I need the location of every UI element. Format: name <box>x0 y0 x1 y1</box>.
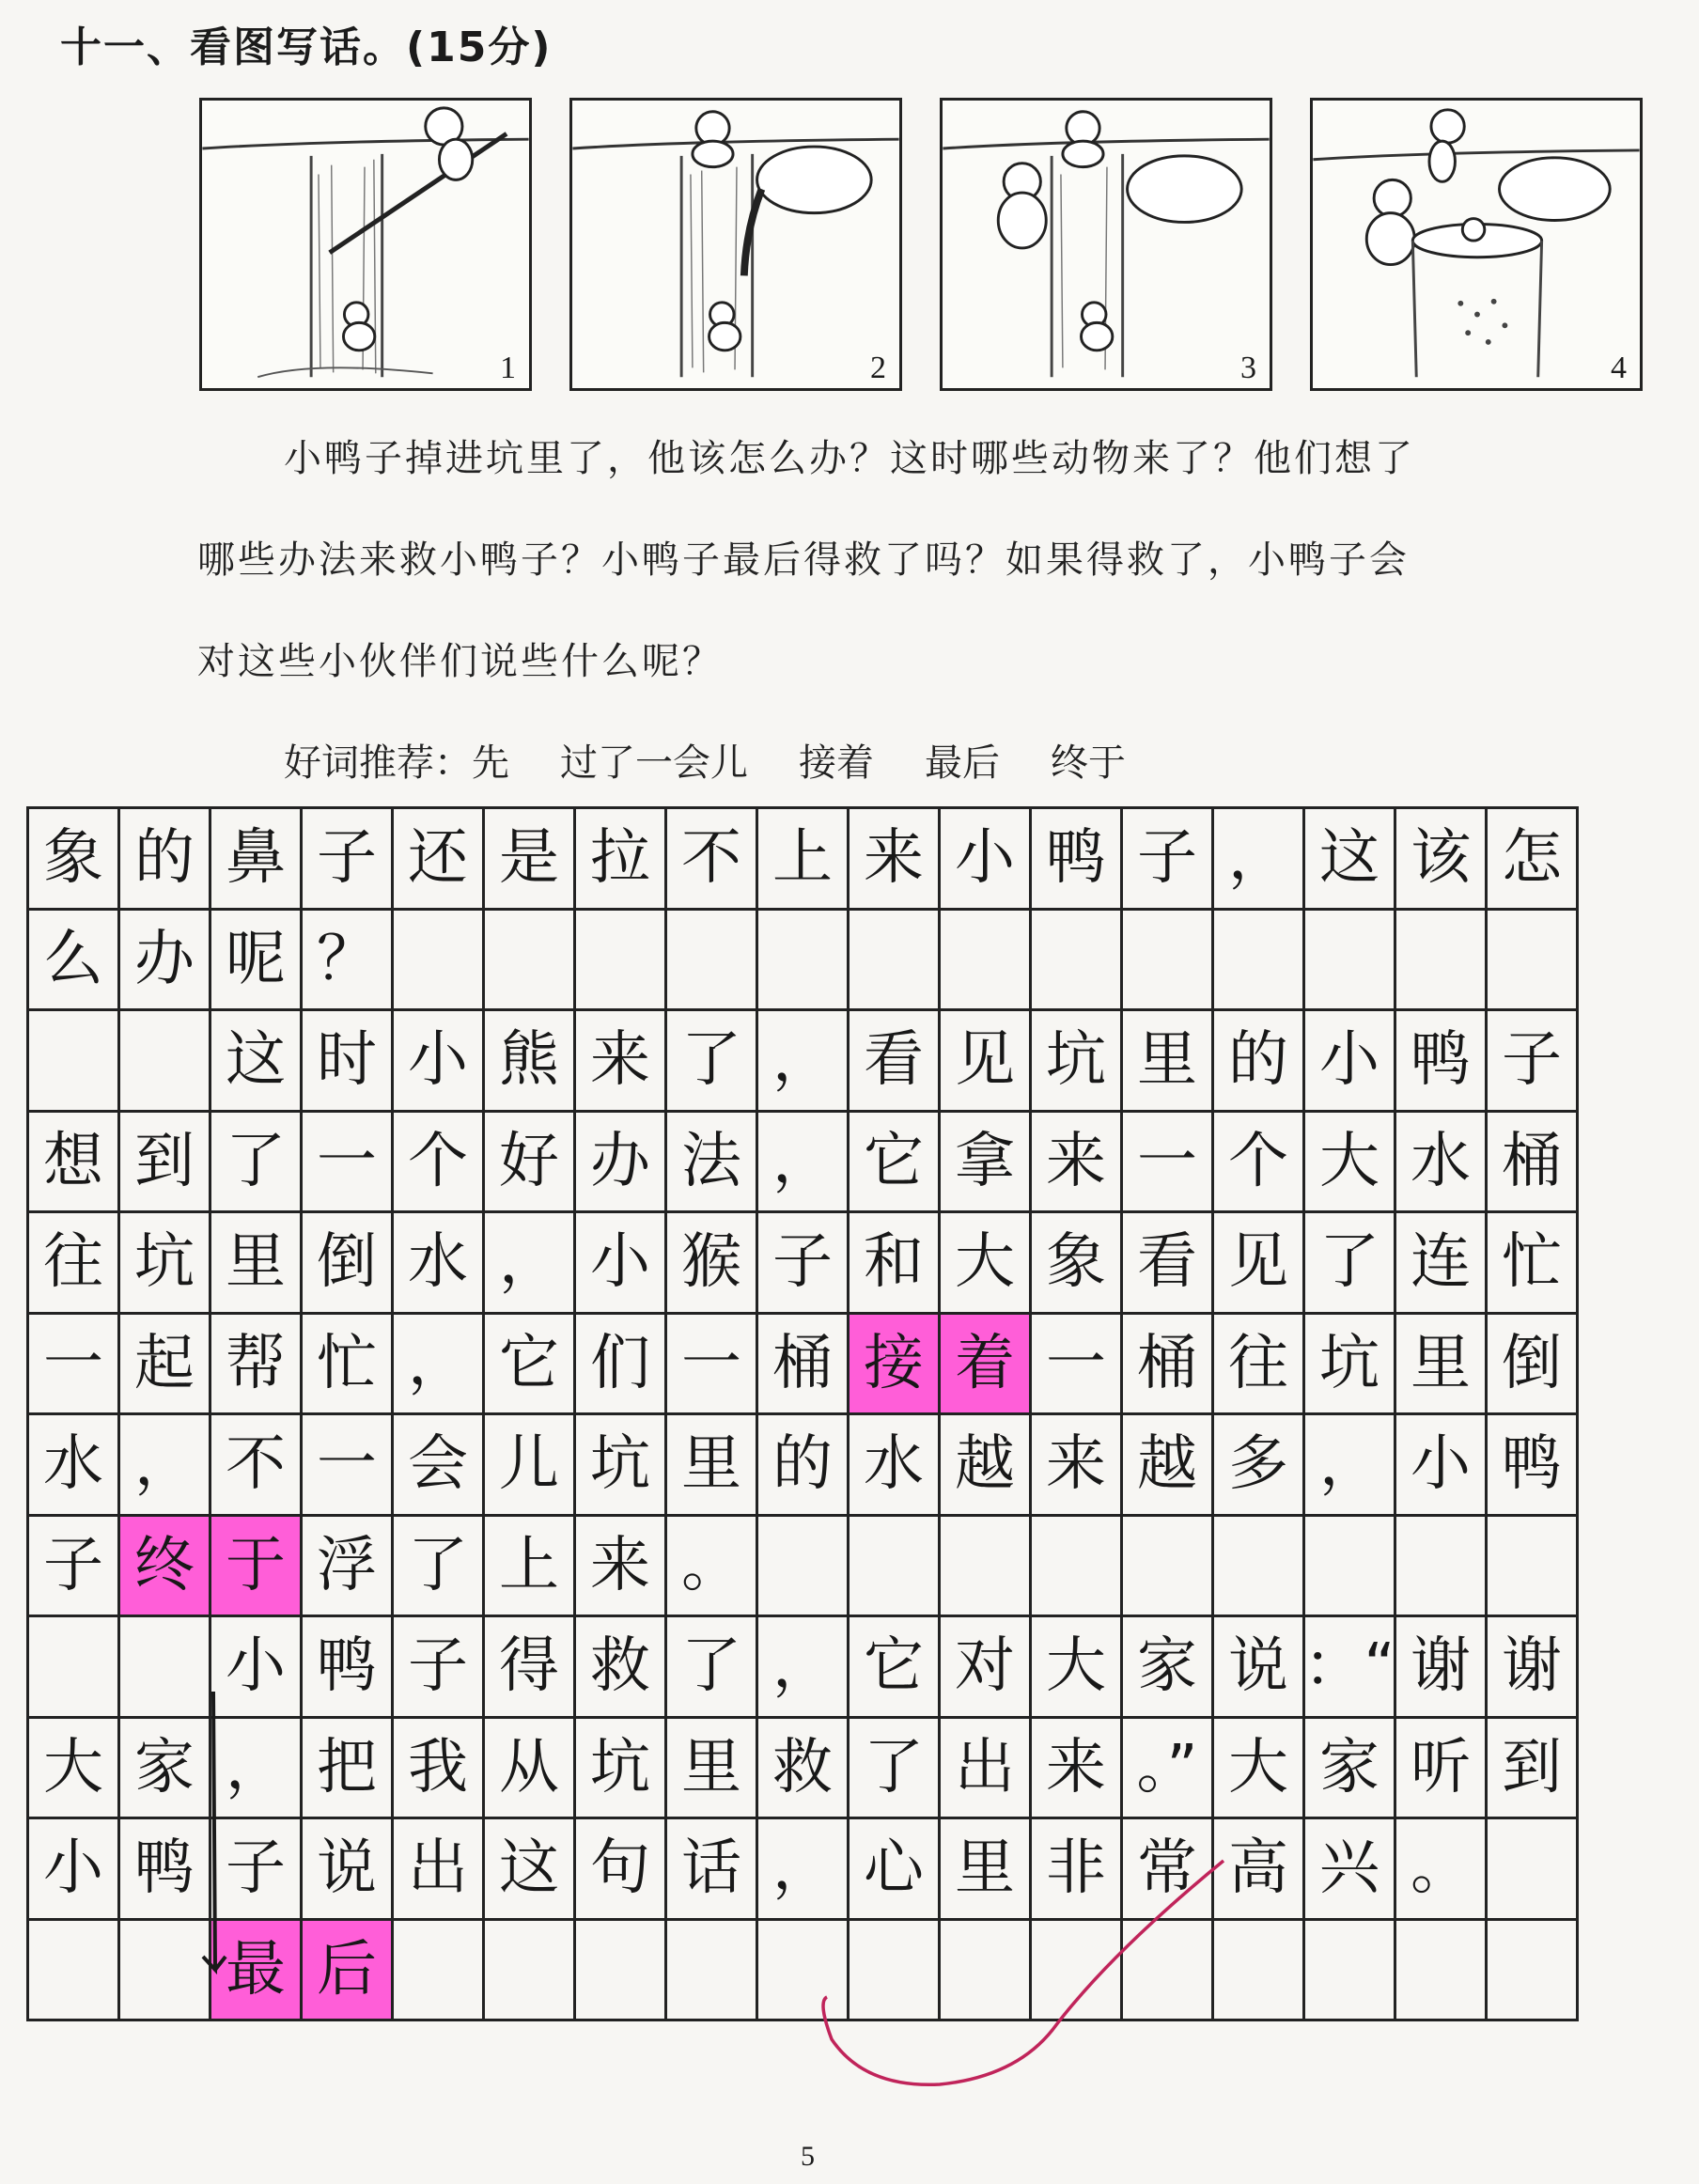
grid-cell: 个 <box>394 1113 485 1214</box>
grid-cell <box>941 911 1032 1012</box>
grid-cell: 救 <box>576 1617 667 1719</box>
panel-number: 4 <box>1611 351 1627 385</box>
grid-cell <box>941 1517 1032 1618</box>
grid-cell: 了 <box>667 1011 758 1113</box>
grid-cell: 非 <box>1032 1819 1123 1921</box>
grid-cell: 来 <box>1032 1719 1123 1820</box>
grid-cell: 子 <box>29 1517 120 1618</box>
grid-cell: 于 <box>211 1517 303 1618</box>
grid-cell: 后 <box>303 1921 394 2022</box>
grid-cell: 这 <box>1305 809 1396 911</box>
grid-cell: 是 <box>485 809 576 911</box>
grid-cell: 还 <box>394 809 485 911</box>
grid-cell: 。 <box>1396 1819 1488 1921</box>
grid-cell: ， <box>758 1617 850 1719</box>
grid-cell: 小 <box>941 809 1032 911</box>
grid-cell: 一 <box>1032 1315 1123 1416</box>
panel-number: 2 <box>870 351 886 385</box>
grid-cell: ：“ <box>1305 1617 1396 1719</box>
grid-cell: 鸭 <box>120 1819 211 1921</box>
monkey-stick-illustration <box>202 101 529 388</box>
grid-cell <box>1488 1517 1579 1618</box>
prompt-line-1: 小鸭子掉进坑里了，他该怎么办？这时哪些动物来了？他们想了 <box>284 437 1415 480</box>
grid-cell: 一 <box>667 1315 758 1416</box>
grid-cell: 们 <box>576 1315 667 1416</box>
grid-cell: 水 <box>394 1213 485 1315</box>
grid-cell: 水 <box>850 1415 941 1517</box>
grid-cell: 鼻 <box>211 809 303 911</box>
good-words-row <box>284 733 1177 787</box>
grid-cell: 鸭 <box>1396 1011 1488 1113</box>
grid-cell: 常 <box>1123 1819 1214 1921</box>
grid-cell: 水 <box>29 1415 120 1517</box>
grid-cell: 好 <box>485 1113 576 1214</box>
bear-arrives-illustration <box>943 101 1270 388</box>
grid-cell: 时 <box>303 1011 394 1113</box>
picture-panel-1 <box>199 98 532 391</box>
grid-cell: 来 <box>1032 1415 1123 1517</box>
grid-cell <box>1488 1819 1579 1921</box>
grid-cell: 鸭 <box>303 1617 394 1719</box>
grid-cell: 里 <box>667 1415 758 1517</box>
grid-cell <box>758 1921 850 2022</box>
grid-cell: ， <box>485 1213 576 1315</box>
grid-cell <box>1123 911 1214 1012</box>
grid-cell: 来 <box>850 809 941 911</box>
grid-cell: 大 <box>1214 1719 1305 1820</box>
grid-cell: ， <box>758 1113 850 1214</box>
panel-number: 3 <box>1240 351 1256 385</box>
elephant-trunk-illustration <box>572 101 899 388</box>
grid-cell <box>1214 1921 1305 2022</box>
grid-cell <box>850 1517 941 1618</box>
grid-cell: 救 <box>758 1719 850 1820</box>
grid-cell: 看 <box>850 1011 941 1113</box>
grid-cell: 鸭 <box>1032 809 1123 911</box>
grid-cell: 该 <box>1396 809 1488 911</box>
grid-cell: 最 <box>211 1921 303 2022</box>
page-number: 5 <box>801 2141 815 2172</box>
grid-cell: 的 <box>120 809 211 911</box>
grid-cell: 话 <box>667 1819 758 1921</box>
grid-cell <box>1214 1517 1305 1618</box>
grid-cell <box>1032 1517 1123 1618</box>
grid-cell: 会 <box>394 1415 485 1517</box>
grid-cell: 呢 <box>211 911 303 1012</box>
grid-cell: 里 <box>1396 1315 1488 1416</box>
grid-cell: 。 <box>667 1517 758 1618</box>
grid-cell: 起 <box>120 1315 211 1416</box>
grid-cell: 想 <box>29 1113 120 1214</box>
grid-cell: 家 <box>1123 1617 1214 1719</box>
duck-rescued-illustration <box>1313 101 1640 388</box>
grid-cell: 家 <box>120 1719 211 1820</box>
grid-cell: 儿 <box>485 1415 576 1517</box>
grid-cell: 到 <box>120 1113 211 1214</box>
grid-cell: 一 <box>1123 1113 1214 1214</box>
grid-cell: 大 <box>941 1213 1032 1315</box>
grid-cell: 看 <box>1123 1213 1214 1315</box>
grid-cell: 。” <box>1123 1719 1214 1820</box>
grid-cell: 桶 <box>1123 1315 1214 1416</box>
grid-cell <box>1396 911 1488 1012</box>
grid-cell: 子 <box>1488 1011 1579 1113</box>
prompt-line-2: 哪些办法来救小鸭子？小鸭子最后得救了吗？如果得救了，小鸭子会 <box>197 538 1410 582</box>
picture-panels <box>199 98 1656 395</box>
grid-cell: 兴 <box>1305 1819 1396 1921</box>
grid-cell: 连 <box>1396 1213 1488 1315</box>
grid-cell: 象 <box>1032 1213 1123 1315</box>
grid-cell: 里 <box>1123 1011 1214 1113</box>
grid-cell: ， <box>758 1011 850 1113</box>
grid-cell: 从 <box>485 1719 576 1820</box>
grid-cell: 来 <box>576 1011 667 1113</box>
grid-cell: 终 <box>120 1517 211 1618</box>
grid-cell: 帮 <box>211 1315 303 1416</box>
grid-cell: 子 <box>303 809 394 911</box>
grid-cell: 对 <box>941 1617 1032 1719</box>
grid-cell: 里 <box>667 1719 758 1820</box>
grid-cell: 着 <box>941 1315 1032 1416</box>
grid-cell: 上 <box>758 809 850 911</box>
grid-cell: ， <box>120 1415 211 1517</box>
grid-cell <box>1305 1921 1396 2022</box>
grid-cell <box>941 1921 1032 2022</box>
grid-cell <box>120 1011 211 1113</box>
grid-cell: ， <box>758 1819 850 1921</box>
good-word: 接着 <box>799 741 874 785</box>
grid-cell <box>29 1617 120 1719</box>
grid-cell: 大 <box>1305 1113 1396 1214</box>
grid-cell: ， <box>394 1315 485 1416</box>
grid-cell: ， <box>211 1719 303 1820</box>
grid-cell: 忙 <box>303 1315 394 1416</box>
grid-cell: 子 <box>211 1819 303 1921</box>
grid-cell: 说 <box>303 1819 394 1921</box>
grid-cell: 句 <box>576 1819 667 1921</box>
grid-cell <box>1123 1921 1214 2022</box>
grid-cell: 见 <box>941 1011 1032 1113</box>
grid-cell: 小 <box>394 1011 485 1113</box>
grid-cell <box>1305 1517 1396 1618</box>
grid-cell: 它 <box>850 1113 941 1214</box>
grid-cell: 不 <box>211 1415 303 1517</box>
grid-cell: 这 <box>211 1011 303 1113</box>
grid-cell: 个 <box>1214 1113 1305 1214</box>
grid-cell: 坑 <box>1032 1011 1123 1113</box>
grid-cell <box>394 1921 485 2022</box>
grid-cell <box>394 911 485 1012</box>
grid-cell: ， <box>1305 1415 1396 1517</box>
grid-cell <box>1396 1517 1488 1618</box>
grid-cell: 子 <box>1123 809 1214 911</box>
grid-cell: 了 <box>850 1719 941 1820</box>
grid-cell: 来 <box>1032 1113 1123 1214</box>
grid-cell: 倒 <box>303 1213 394 1315</box>
grid-cell: 它 <box>850 1617 941 1719</box>
grid-cell <box>1123 1517 1214 1618</box>
grid-cell: 桶 <box>1488 1113 1579 1214</box>
picture-panel-2 <box>569 98 902 391</box>
grid-cell <box>29 1921 120 2022</box>
grid-cell: 说 <box>1214 1617 1305 1719</box>
good-words-label: 好词推荐： <box>284 741 472 785</box>
picture-panel-3 <box>940 98 1272 391</box>
grid-cell: 办 <box>120 911 211 1012</box>
grid-cell <box>850 911 941 1012</box>
grid-cell: 里 <box>211 1213 303 1315</box>
grid-cell: 上 <box>485 1517 576 1618</box>
grid-cell: 么 <box>29 911 120 1012</box>
grid-cell <box>485 1921 576 2022</box>
panel-number: 1 <box>500 351 516 385</box>
grid-cell: 往 <box>1214 1315 1305 1416</box>
grid-cell: 怎 <box>1488 809 1579 911</box>
grid-cell <box>1032 911 1123 1012</box>
grid-cell: 我 <box>394 1719 485 1820</box>
grid-cell: 鸭 <box>1488 1415 1579 1517</box>
grid-cell <box>667 1921 758 2022</box>
grid-cell: 了 <box>394 1517 485 1618</box>
grid-cell: 谢 <box>1488 1617 1579 1719</box>
grid-cell: 多 <box>1214 1415 1305 1517</box>
grid-cell: 子 <box>394 1617 485 1719</box>
grid-cell <box>120 1921 211 2022</box>
grid-cell: 小 <box>29 1819 120 1921</box>
grid-cell: 小 <box>1396 1415 1488 1517</box>
grid-cell: 象 <box>29 809 120 911</box>
grid-cell: 高 <box>1214 1819 1305 1921</box>
grid-cell: 出 <box>941 1719 1032 1820</box>
grid-cell: 见 <box>1214 1213 1305 1315</box>
grid-cell: 来 <box>576 1517 667 1618</box>
grid-cell: 往 <box>29 1213 120 1315</box>
grid-cell <box>1032 1921 1123 2022</box>
grid-cell: 大 <box>1032 1617 1123 1719</box>
grid-cell: 出 <box>394 1819 485 1921</box>
question-heading: 十一、看图写话。(15分) <box>60 23 553 71</box>
grid-cell: 坑 <box>1305 1315 1396 1416</box>
grid-cell: 拉 <box>576 809 667 911</box>
grid-cell: 小 <box>576 1213 667 1315</box>
grid-cell: 了 <box>667 1617 758 1719</box>
grid-cell: 水 <box>1396 1113 1488 1214</box>
grid-cell: 里 <box>941 1819 1032 1921</box>
grid-cell: 一 <box>29 1315 120 1416</box>
grid-cell: 了 <box>211 1113 303 1214</box>
grid-cell <box>576 1921 667 2022</box>
grid-cell: 的 <box>1214 1011 1305 1113</box>
grid-cell: 它 <box>485 1315 576 1416</box>
grid-cell: 坑 <box>576 1719 667 1820</box>
grid-cell: 听 <box>1396 1719 1488 1820</box>
grid-cell <box>667 911 758 1012</box>
grid-cell <box>1396 1921 1488 2022</box>
grid-cell: 猴 <box>667 1213 758 1315</box>
grid-cell: 越 <box>941 1415 1032 1517</box>
grid-cell <box>120 1617 211 1719</box>
grid-cell <box>29 1011 120 1113</box>
grid-cell: 法 <box>667 1113 758 1214</box>
grid-cell: 和 <box>850 1213 941 1315</box>
good-word: 最后 <box>925 741 1000 785</box>
grid-cell: 倒 <box>1488 1315 1579 1416</box>
grid-cell: 谢 <box>1396 1617 1488 1719</box>
grid-cell <box>850 1921 941 2022</box>
grid-cell: 坑 <box>120 1213 211 1315</box>
grid-cell <box>758 1517 850 1618</box>
grid-cell: 小 <box>211 1617 303 1719</box>
grid-cell: 的 <box>758 1415 850 1517</box>
grid-cell <box>485 911 576 1012</box>
grid-cell: 桶 <box>758 1315 850 1416</box>
grid-cell: 小 <box>1305 1011 1396 1113</box>
grid-cell: 一 <box>303 1415 394 1517</box>
grid-cell <box>1305 911 1396 1012</box>
grid-cell: 大 <box>29 1719 120 1820</box>
grid-cell: 越 <box>1123 1415 1214 1517</box>
grid-cell: 熊 <box>485 1011 576 1113</box>
grid-cell: 接 <box>850 1315 941 1416</box>
grid-cell: 浮 <box>303 1517 394 1618</box>
grid-cell <box>576 911 667 1012</box>
grid-cell: ， <box>1214 809 1305 911</box>
grid-cell <box>1488 911 1579 1012</box>
good-word: 先 <box>472 741 509 785</box>
grid-cell: 得 <box>485 1617 576 1719</box>
prompt-line-3: 对这些小伙伴们说些什么呢？ <box>197 640 723 683</box>
grid-cell: ？ <box>303 911 394 1012</box>
grid-cell <box>1488 1921 1579 2022</box>
grid-cell: 不 <box>667 809 758 911</box>
grid-cell: 了 <box>1305 1213 1396 1315</box>
grid-cell: 办 <box>576 1113 667 1214</box>
answer-writing-grid <box>26 806 1579 2021</box>
grid-cell <box>1214 911 1305 1012</box>
grid-cell: 这 <box>485 1819 576 1921</box>
grid-cell: 一 <box>303 1113 394 1214</box>
grid-cell: 忙 <box>1488 1213 1579 1315</box>
grid-cell: 家 <box>1305 1719 1396 1820</box>
grid-cell: 拿 <box>941 1113 1032 1214</box>
grid-cell: 到 <box>1488 1719 1579 1820</box>
good-word: 过了一会儿 <box>560 741 748 785</box>
grid-cell <box>758 911 850 1012</box>
grid-cell: 心 <box>850 1819 941 1921</box>
good-word: 终于 <box>1051 741 1126 785</box>
grid-cell: 子 <box>758 1213 850 1315</box>
grid-cell: 把 <box>303 1719 394 1820</box>
grid-cell: 坑 <box>576 1415 667 1517</box>
picture-panel-4 <box>1310 98 1643 391</box>
